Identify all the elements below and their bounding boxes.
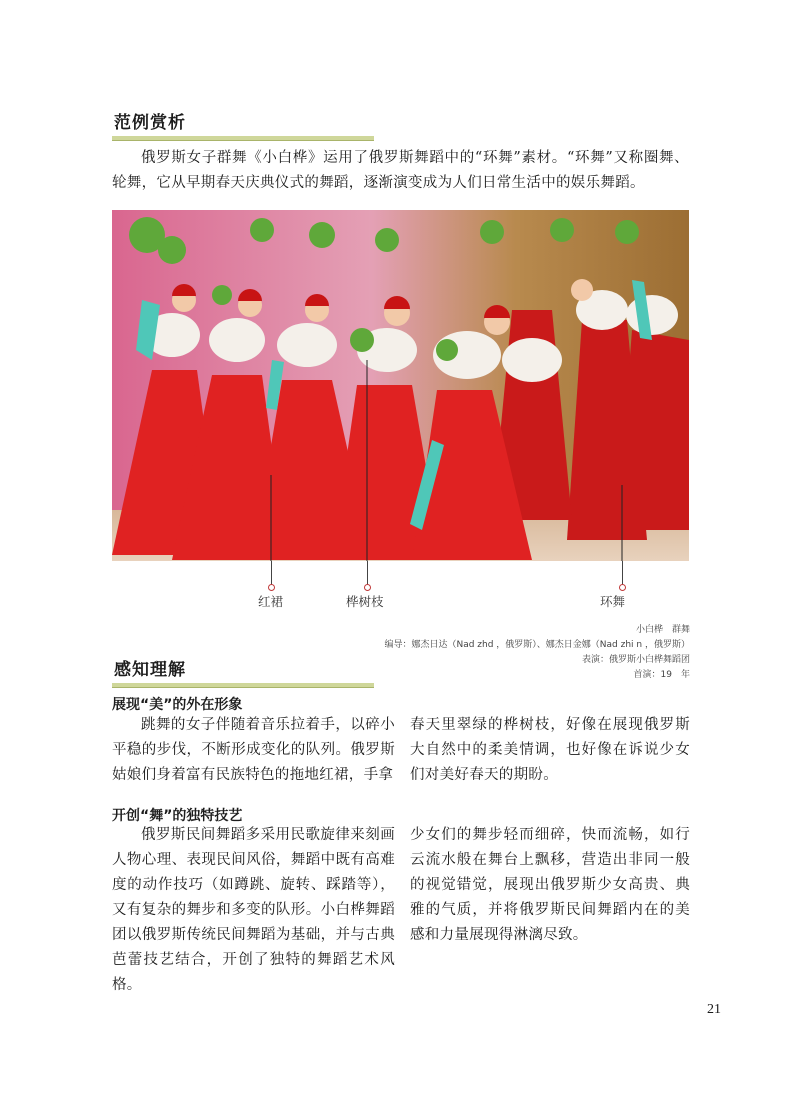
label-birch-branch: 桦树枝 <box>346 594 384 609</box>
leader-dot-birch <box>364 584 371 591</box>
page-number: 21 <box>707 1002 721 1017</box>
leader-line-circle-dance <box>622 561 623 586</box>
dance-photo <box>112 210 689 561</box>
leader-line-red-skirt <box>271 561 272 586</box>
technique-paragraph-right: 少女们的舞步轻而细碎，快而流畅，如行云流水般在舞台上飘移，营造出非同一般的视觉错觉，展现出俄罗斯少女高贵、典雅的气质，并将俄罗斯民间舞蹈内在的美感和力量展现得淋漓尽致。 <box>410 827 690 943</box>
section-title: 感知理解 <box>114 660 186 680</box>
leader-dot-red-skirt <box>268 584 275 591</box>
label-circle-dance: 环舞 <box>600 594 626 609</box>
beauty-paragraph-left: 跳舞的女子伴随着音乐拉着手，以碎小平稳的步伐，不断形成变化的队列。俄罗斯姑娘们身着富有民族特色的拖地红裙，手拿 <box>112 717 395 783</box>
intro-paragraph: 俄罗斯女子群舞《小白桦》运用了俄罗斯舞蹈中的“环舞”素材。“环舞”又称圈舞、轮舞，它从早期春天庆典仪式的舞蹈，逐渐演变成为人们日常生活中的娱乐舞蹈。 <box>112 150 689 191</box>
technique-paragraph-left: 俄罗斯民间舞蹈多采用民歌旋律来刻画人物心理、表现民间风俗，舞蹈中既有高难度的动作技巧（如蹲跳、旋转、踩踏等），又有复杂的舞步和多变的队形。小白桦舞蹈团以俄罗斯传统民间舞蹈为基础，并与古典芭蕾技艺结合，开创了独特的舞蹈艺术风格。 <box>112 827 395 993</box>
heading-underline <box>112 136 374 141</box>
leader-line-birch <box>367 561 368 586</box>
caption-premiere: 首演：19 年 <box>633 670 690 680</box>
section-title: 范例赏析 <box>114 113 186 133</box>
caption-performer: 表演：俄罗斯小白桦舞蹈团 <box>581 655 690 665</box>
subsection-heading-beauty: 展现“美”的外在形象 <box>112 697 243 713</box>
section-heading-understanding <box>112 655 374 688</box>
section-heading-examples <box>112 108 374 141</box>
label-red-skirt: 红裙 <box>258 594 284 609</box>
caption-title: 小白桦 群舞 <box>635 625 690 635</box>
leader-dot-circle-dance <box>619 584 626 591</box>
subsection-heading-technique: 开创“舞”的独特技艺 <box>112 808 243 824</box>
caption-choreographer: 编导：娜杰日达（Nad zhd ，俄罗斯）、娜杰日金娜（Nad zhi n ，俄罗斯） <box>384 640 690 650</box>
beauty-paragraph-right: 春天里翠绿的桦树枝，好像在展现俄罗斯大自然中的柔美情调，也好像在诉说少女们对美好春天的期盼。 <box>410 717 690 783</box>
heading-underline <box>112 683 374 688</box>
